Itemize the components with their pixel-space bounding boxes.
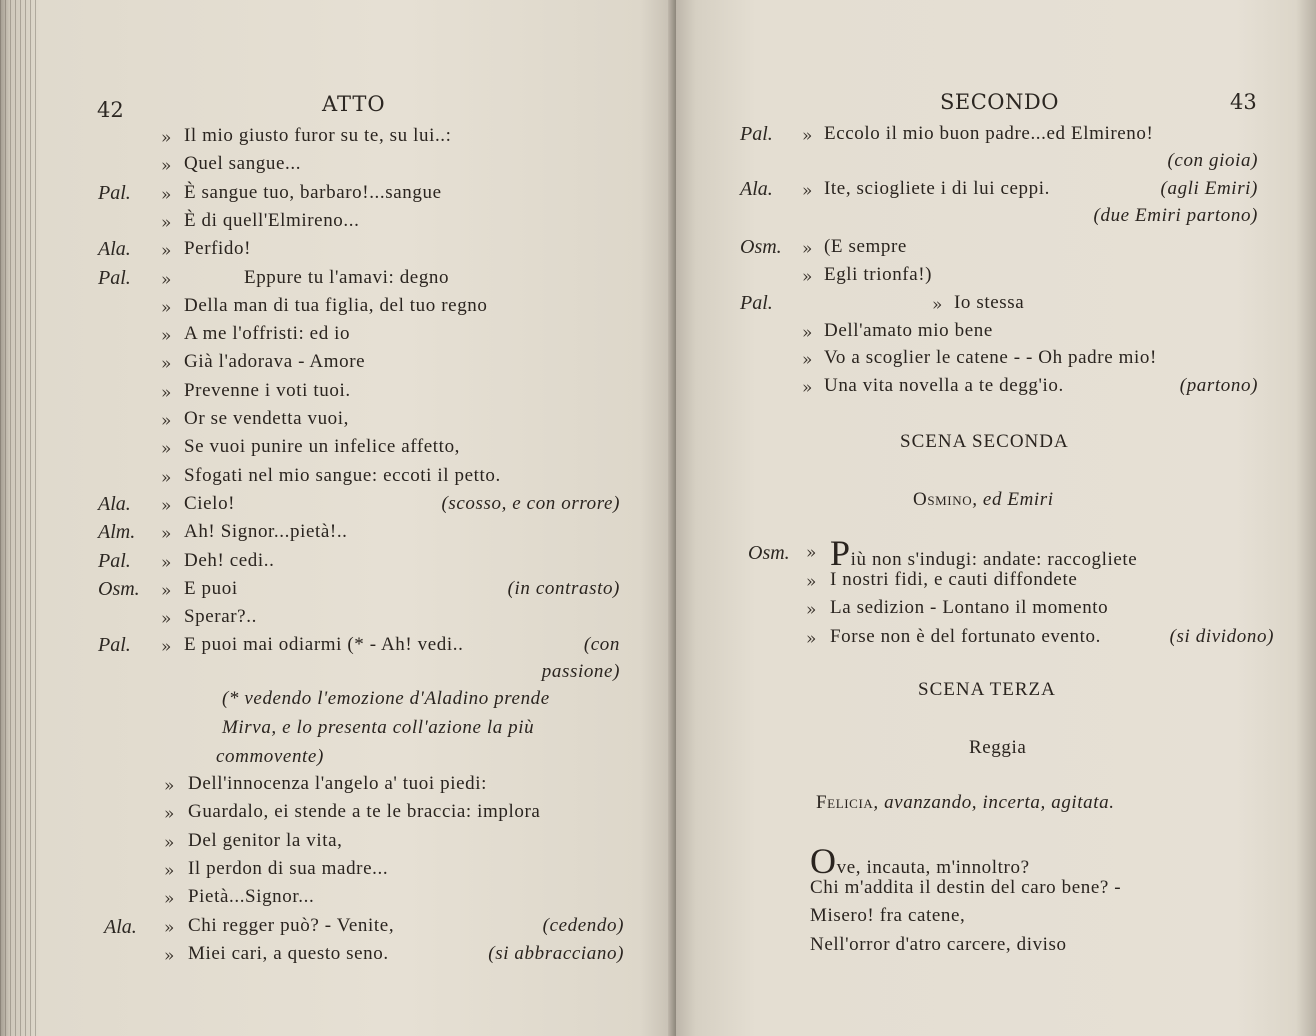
verse-line [810, 841, 1030, 881]
verse-line: Chi regger può? - Venite, [188, 914, 395, 936]
character-felicia: Felicia [816, 792, 874, 813]
quote-mark: » [802, 181, 813, 201]
verse-text: ve, incauta, m'innoltro? [836, 857, 1030, 878]
verse-line: Perfido! [184, 238, 252, 260]
quote-mark: » [161, 269, 172, 290]
stage-direction: (due Emiri partono) [1093, 205, 1258, 226]
quote-mark: » [164, 860, 175, 881]
verse-line: Or se vendetta vuoi, [184, 408, 350, 429]
quote-mark: » [802, 267, 813, 287]
verse-line: Sfogati nel mio sangue: eccoti il petto. [184, 464, 501, 486]
quote-mark: » [802, 323, 813, 343]
verse-line [830, 626, 1101, 648]
stage-direction: (con gioia) [1167, 150, 1258, 171]
verse-line [810, 934, 1067, 956]
quote-mark: » [161, 156, 172, 177]
verse-line: Una vita novella a te degg'io. [824, 375, 1064, 396]
verse-line: Ite, sciogliete i di lui ceppi. [824, 178, 1050, 199]
speaker-label: Pal. [740, 123, 773, 145]
verse-line: Se vuoi punire un infelice affetto, [184, 436, 461, 458]
verse-line: Io stessa [954, 292, 1025, 313]
verse-line: Eppure tu l'amavi: degno [244, 266, 450, 288]
speaker-label: Ala. [98, 492, 131, 515]
drop-cap: O [810, 841, 837, 881]
quote-mark: » [161, 128, 172, 148]
verse-line: Prevenne i voti tuoi. [184, 379, 351, 401]
verse-line: Del genitor la vita, [188, 829, 343, 851]
scene-three-characters [816, 792, 1115, 814]
drop-cap: P [830, 533, 851, 573]
speaker-label: Pal. [98, 266, 131, 289]
scene-three-setting: Reggia [969, 737, 1027, 758]
quote-mark: » [164, 889, 175, 910]
quote-mark: » [164, 804, 175, 825]
speaker-label: Osm. [740, 236, 782, 258]
verse-line: Il mio giusto furor su te, su lui..: [184, 125, 452, 146]
stage-direction: (si abbracciano) [488, 942, 624, 964]
verse-line [830, 533, 1138, 573]
quote-mark: » [161, 326, 172, 347]
quote-mark: » [161, 580, 172, 601]
right-page [676, 0, 1316, 1036]
speaker-label: Osm. [748, 542, 790, 564]
speaker-label: Pal. [98, 634, 131, 657]
verse-line: Eccolo il mio buon padre...ed Elmireno! [824, 123, 1154, 144]
stage-direction: passione) [541, 661, 620, 682]
stage-note-line: (* vedendo l'emozione d'Aladino prende [222, 688, 550, 709]
verse-line: E puoi mai odiarmi (* - Ah! vedi.. [184, 634, 464, 656]
verse-line: Egli trionfa!) [824, 264, 933, 285]
speaker-label: Osm. [98, 577, 140, 600]
quote-mark: » [802, 378, 813, 398]
verse-line: Dell'amato mio bene [824, 320, 993, 341]
stage-direction: (partono) [1179, 375, 1258, 396]
stage-direction: (cedendo) [542, 914, 624, 936]
character-rest: , ed Emiri [972, 489, 1054, 510]
page-edges [0, 0, 40, 1036]
stage-direction: (scosso, e con orrore) [441, 492, 620, 514]
verse-line: (E sempre [824, 236, 907, 257]
stage-direction: (con [583, 634, 620, 656]
quote-mark: » [161, 354, 172, 375]
speaker-label: Ala. [740, 178, 773, 200]
verse-line [810, 905, 965, 927]
quote-mark: » [806, 600, 817, 620]
quote-mark: » [164, 917, 175, 938]
verse-line: Sperar?.. [184, 606, 257, 628]
verse-line: Quel sangue... [184, 153, 302, 175]
verse-line: È sangue tuo, barbaro!...sangue [184, 181, 442, 203]
stage-direction: (agli Emiri) [1160, 178, 1258, 199]
quote-mark: » [164, 832, 175, 853]
verse-line [810, 877, 1121, 899]
speaker-label: Ala. [104, 915, 137, 938]
quote-mark: » [806, 571, 817, 592]
quote-mark: » [161, 241, 172, 262]
character-felicia-direction: , avanzando, incerta, agitata. [873, 792, 1115, 813]
stage-direction: (in contrasto) [507, 577, 620, 599]
quote-mark: » [161, 382, 172, 403]
quote-mark: » [164, 776, 175, 796]
verse-line: A me l'offristi: ed io [184, 323, 351, 345]
verse-line: Già l'adorava - Amore [184, 351, 366, 373]
quote-mark: » [161, 637, 172, 658]
quote-mark: » [161, 524, 172, 545]
verse-line: Miei cari, a questo seno. [188, 942, 389, 964]
verse-line [830, 597, 1108, 619]
speaker-label: Pal. [98, 181, 131, 204]
quote-mark: » [161, 411, 172, 431]
quote-mark: » [161, 609, 172, 630]
verse-line: E puoi [184, 577, 238, 599]
speaker-label: Alm. [98, 521, 136, 544]
quote-mark: » [161, 184, 172, 205]
quote-mark: » [802, 239, 813, 259]
verse-line: Dell'innocenza l'angelo a' tuoi piedi: [188, 773, 487, 794]
stage-note-line: Mirva, e lo presenta coll'azione la più [222, 717, 535, 738]
verse-text: Misero! fra catene, [810, 905, 966, 926]
scene-two-characters [913, 489, 1054, 511]
quote-mark: » [806, 543, 817, 563]
speaker-label: Pal. [740, 292, 773, 314]
verse-text: Nell'orror d'atro carcere, diviso [810, 933, 1067, 955]
scene-two-title: SCENA SECONDA [900, 431, 1069, 452]
verse-text: Forse non è del fortunato evento. [830, 625, 1101, 647]
verse-line: Deh! cedi.. [184, 549, 275, 571]
stage-note-line: commovente) [216, 746, 324, 767]
left-page-number: 42 [97, 98, 124, 122]
quote-mark: » [164, 945, 175, 966]
quote-mark: » [806, 628, 817, 649]
verse-line: Vo a scoglier le catene - - Oh padre mio! [824, 347, 1157, 368]
scene-three-title: SCENA TERZA [918, 679, 1056, 700]
quote-mark: » [802, 350, 813, 370]
verse-line [830, 569, 1077, 591]
quote-mark: » [161, 297, 172, 318]
quote-mark: » [161, 552, 172, 573]
left-running-head: ATTO [322, 92, 386, 116]
verse-line: È di quell'Elmireno... [184, 209, 360, 231]
speaker-label: Pal. [98, 549, 131, 572]
stage-direction: (si dividono) [1169, 625, 1274, 647]
verse-text: La sedizion - Lontano il momento [830, 597, 1109, 618]
quote-mark: » [802, 126, 813, 146]
quote-mark: » [161, 212, 172, 233]
right-page-number: 43 [1230, 90, 1257, 114]
verse-line: Il perdon di sua madre... [188, 857, 389, 879]
right-running-head: SECONDO [940, 90, 1059, 114]
verse-line: Della man di tua figlia, del tuo regno [184, 294, 488, 316]
character-osmino: Osmino [913, 489, 973, 510]
speaker-label: Ala. [98, 238, 131, 261]
verse-text: Chi m'addita il destin del caro bene? - [810, 876, 1122, 898]
quote-mark: » [161, 439, 172, 460]
verse-line: Pietà...Signor... [188, 886, 315, 908]
quote-mark: » [932, 295, 943, 315]
quote-mark: » [161, 495, 172, 516]
verse-line: Guardalo, ei stende a te le braccia: implora [188, 801, 541, 823]
quote-mark: » [161, 467, 172, 488]
verse-text: I nostri fidi, e cauti diffondete [830, 568, 1078, 590]
verse-line: Ah! Signor...pietà!.. [184, 521, 348, 543]
verse-text: iù non s'indugi: andate: raccogliete [850, 549, 1138, 570]
verse-line: Cielo! [184, 492, 236, 514]
